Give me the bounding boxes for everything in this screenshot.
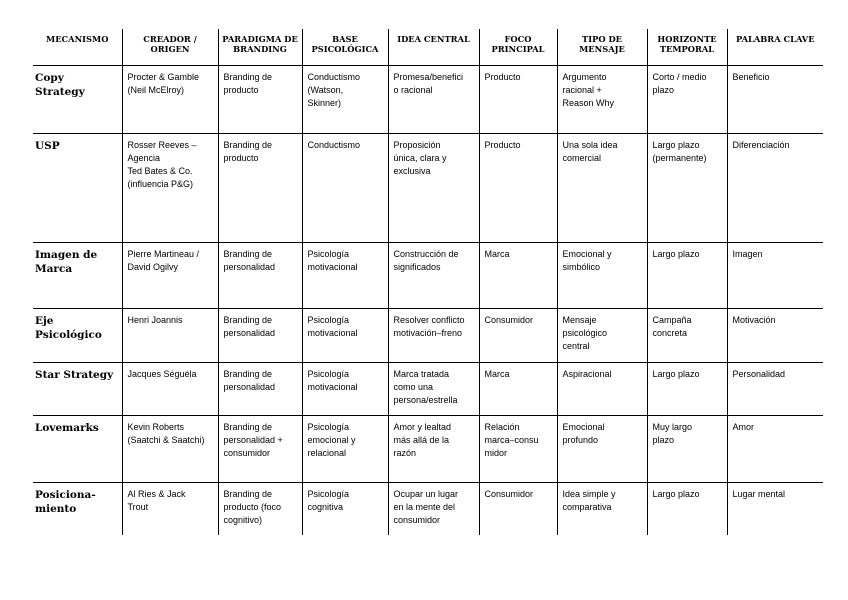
table-row <box>33 363 823 416</box>
cell-tipo: Aspiracional <box>557 363 647 416</box>
table-row <box>33 309 823 363</box>
cell-tipo: Idea simple y comparativa <box>557 483 647 535</box>
cell-creador: Al Ries & Jack Trout <box>122 483 218 535</box>
cell-horizonte: Largo plazo (permanente) <box>647 134 727 243</box>
cell-creador: Kevin Roberts (Saatchi & Saatchi) <box>122 416 218 483</box>
cell-horizonte: Corto / medio plazo <box>647 66 727 134</box>
cell-palabra: Motivación <box>727 309 823 363</box>
cell-base: Psicología emocional y relacional <box>302 416 388 483</box>
table-row <box>33 66 823 134</box>
header-tipo-mensaje: TIPO DE MENSAJE <box>557 29 647 66</box>
cell-mecanismo: Eje Psicológico <box>33 309 122 363</box>
cell-horizonte: Largo plazo <box>647 363 727 416</box>
cell-creador: Jacques Séguéla <box>122 363 218 416</box>
header-idea-central: IDEA CENTRAL <box>388 29 479 66</box>
cell-foco: Relación marca–consu midor <box>479 416 557 483</box>
cell-paradigma: Branding de producto <box>218 66 302 134</box>
table-row <box>33 134 823 243</box>
cell-creador: Procter & Gamble (Neil McElroy) <box>122 66 218 134</box>
header-horizonte-temporal: HORIZONTE TEMPORAL <box>647 29 727 66</box>
cell-idea: Ocupar un lugar en la mente del consumidor <box>388 483 479 535</box>
table-row <box>33 243 823 309</box>
cell-horizonte: Largo plazo <box>647 243 727 309</box>
cell-base: Psicología motivacional <box>302 309 388 363</box>
cell-palabra: Diferenciación <box>727 134 823 243</box>
cell-base: Psicología cognitiva <box>302 483 388 535</box>
cell-paradigma: Branding de personalidad + consumidor <box>218 416 302 483</box>
cell-mecanismo: Copy Strategy <box>33 66 122 134</box>
cell-tipo: Una sola idea comercial <box>557 134 647 243</box>
cell-mecanismo: USP <box>33 134 122 243</box>
cell-palabra: Lugar mental <box>727 483 823 535</box>
cell-base: Conductismo <box>302 134 388 243</box>
cell-foco: Consumidor <box>479 309 557 363</box>
table-row <box>33 483 823 535</box>
cell-horizonte: Muy largo plazo <box>647 416 727 483</box>
cell-mecanismo: Lovemarks <box>33 416 122 483</box>
header-paradigma: PARADIGMA DE BRANDING <box>218 29 302 66</box>
cell-idea: Construcción de significados <box>388 243 479 309</box>
cell-idea: Resolver conflicto motivación–freno <box>388 309 479 363</box>
cell-base: Psicología motivacional <box>302 243 388 309</box>
cell-foco: Marca <box>479 243 557 309</box>
cell-foco: Consumidor <box>479 483 557 535</box>
cell-base: Psicología motivacional <box>302 363 388 416</box>
cell-tipo: Emocional profundo <box>557 416 647 483</box>
cell-paradigma: Branding de producto (foco cognitivo) <box>218 483 302 535</box>
cell-tipo: Emocional y simbólico <box>557 243 647 309</box>
cell-palabra: Amor <box>727 416 823 483</box>
cell-paradigma: Branding de personalidad <box>218 363 302 416</box>
header-creador-origen: CREADOR / ORIGEN <box>122 29 218 66</box>
cell-base: Conductismo (Watson, Skinner) <box>302 66 388 134</box>
cell-palabra: Personalidad <box>727 363 823 416</box>
header-palabra-clave: PALABRA CLAVE <box>727 29 823 66</box>
cell-tipo: Argumento racional + Reason Why <box>557 66 647 134</box>
cell-idea: Amor y lealtad más allá de la razón <box>388 416 479 483</box>
cell-foco: Marca <box>479 363 557 416</box>
cell-palabra: Imagen <box>727 243 823 309</box>
header-foco-principal: FOCO PRINCIPAL <box>479 29 557 66</box>
cell-mecanismo: Posiciona- miento <box>35 489 96 515</box>
cell-foco: Producto <box>479 66 557 134</box>
cell-tipo: Mensaje psicológico central <box>557 309 647 363</box>
cell-paradigma: Branding de personalidad <box>218 243 302 309</box>
cell-paradigma: Branding de personalidad <box>218 309 302 363</box>
cell-foco: Producto <box>479 134 557 243</box>
cell-creador: Henri Joannis <box>122 309 218 363</box>
cell-idea: Promesa/benefici o racional <box>388 66 479 134</box>
cell-mecanismo: Star Strategy <box>33 363 122 416</box>
cell-idea: Marca tratada como una persona/estrella <box>388 363 479 416</box>
header-row <box>33 29 823 66</box>
cell-horizonte: Campaña concreta <box>647 309 727 363</box>
cell-palabra: Beneficio <box>727 66 823 134</box>
cell-creador: Pierre Martineau / David Ogilvy <box>122 243 218 309</box>
cell-creador: Rosser Reeves – Agencia Ted Bates & Co. (influencia P&G) <box>122 134 218 243</box>
mechanisms-table <box>33 29 823 535</box>
header-mecanismo: MECANISMO <box>33 29 122 66</box>
table-row <box>33 416 823 483</box>
cell-paradigma: Branding de producto <box>218 134 302 243</box>
cell-mecanismo: Imagen de Marca <box>33 243 122 309</box>
header-base-psicologica: BASE PSICOLÓGICA <box>302 29 388 66</box>
cell-idea: Proposición única, clara y exclusiva <box>388 134 479 243</box>
cell-horizonte: Largo plazo <box>647 483 727 535</box>
